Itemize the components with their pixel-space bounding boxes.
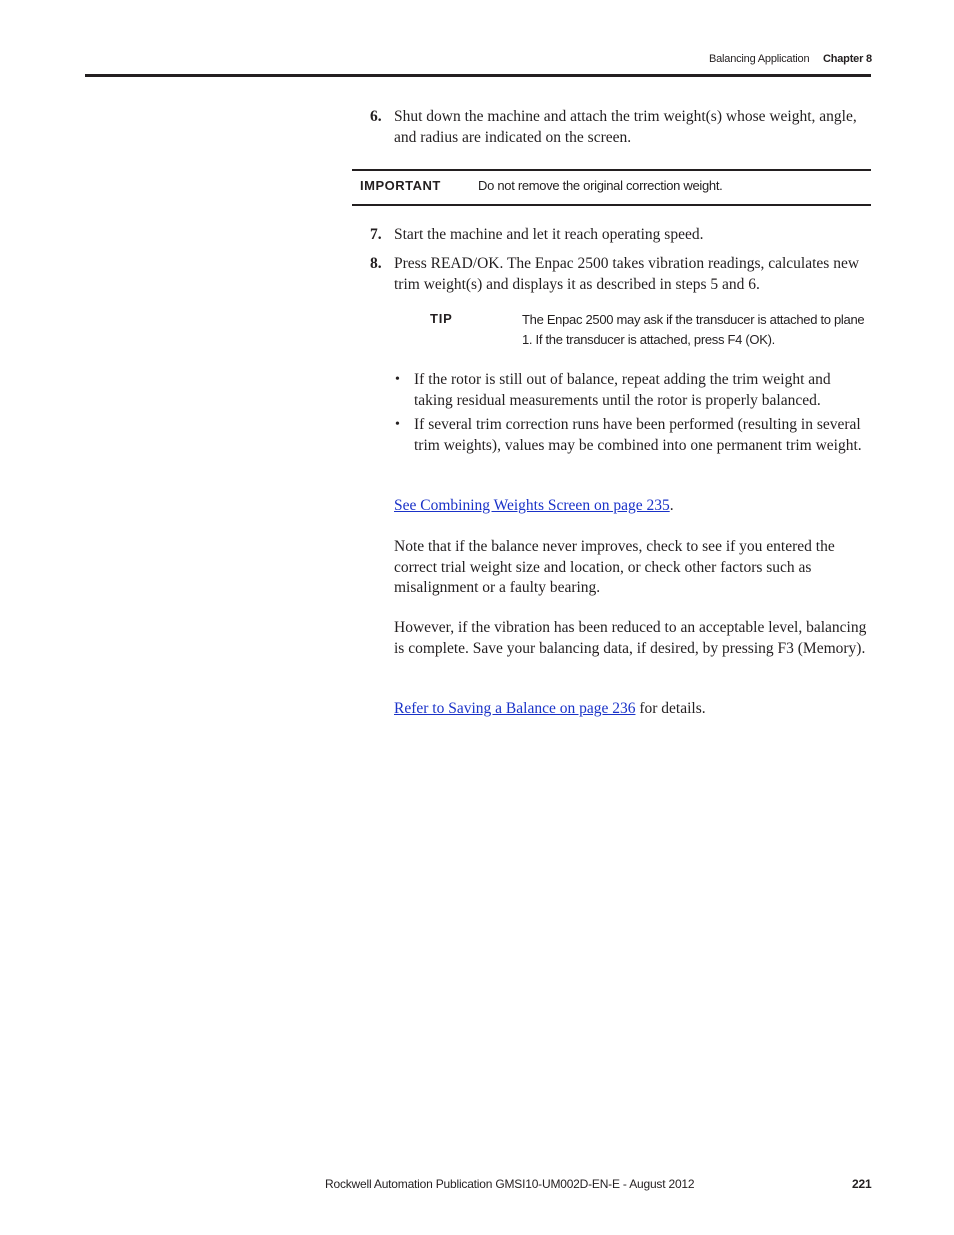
bullet-2-text: If several trim correction runs have been performed (resulting in several trim weights), values may be combined into one permanent trim weight. (414, 416, 862, 454)
step-6-number: 6. (370, 108, 382, 125)
combining-weights-link[interactable]: See Combining Weights Screen on page 235 (394, 497, 670, 514)
step-8-text: Press READ/OK. The Enpac 2500 takes vibration readings, calculates new trim weight(s) and displays it as described in steps 5 and 6. (394, 255, 860, 293)
important-bottom-rule (352, 204, 871, 206)
refer-reference-suffix: for details. (635, 700, 706, 717)
see-reference-paragraph (394, 496, 872, 517)
step-7-text: Start the machine and let it reach operating speed. (394, 226, 704, 243)
bullet-1-text: If the rotor is still out of balance, repeat adding the trim weight and taking residual measurements until the rotor is properly balanced. (414, 371, 831, 409)
important-top-rule (352, 169, 871, 171)
footer-publication: Rockwell Automation Publication GMSI10-UM002D-EN-E - August 2012 (325, 1177, 695, 1191)
see-reference-suffix: . (669, 497, 674, 514)
note-paragraph: Note that if the balance never improves, check to see if you entered the correct trial weight size and location, or check other factors such as misalignment or a faulty bearing. (394, 538, 835, 596)
bullet-1-marker: • (395, 372, 400, 387)
step-6-text: Shut down the machine and attach the trim weight(s) whose weight, angle, and radius are indicated on the screen. (394, 108, 857, 146)
step-8-number: 8. (370, 255, 382, 272)
tip-text: The Enpac 2500 may ask if the transducer is attached to plane 1. If the transducer is attached, press F4 (OK). (522, 312, 865, 347)
bullet-2-marker: • (395, 417, 400, 432)
header-chapter-label: Chapter 8 (823, 53, 872, 65)
saving-balance-link[interactable]: Refer to Saving a Balance on page 236 (394, 700, 636, 717)
however-paragraph: However, if the vibration has been reduced to an acceptable level, balancing is complete. Save your balancing data, if desired, by pressing F3 (Memory). (394, 619, 867, 657)
important-label: IMPORTANT (360, 178, 441, 193)
footer-page-number: 221 (852, 1177, 872, 1191)
tip-label: TIP (430, 311, 453, 326)
header-section-title: Balancing Application (709, 53, 810, 65)
step-7-number: 7. (370, 226, 382, 243)
important-text: Do not remove the original correction weight. (478, 178, 723, 193)
refer-reference-paragraph (394, 699, 872, 720)
header-rule (85, 74, 871, 77)
